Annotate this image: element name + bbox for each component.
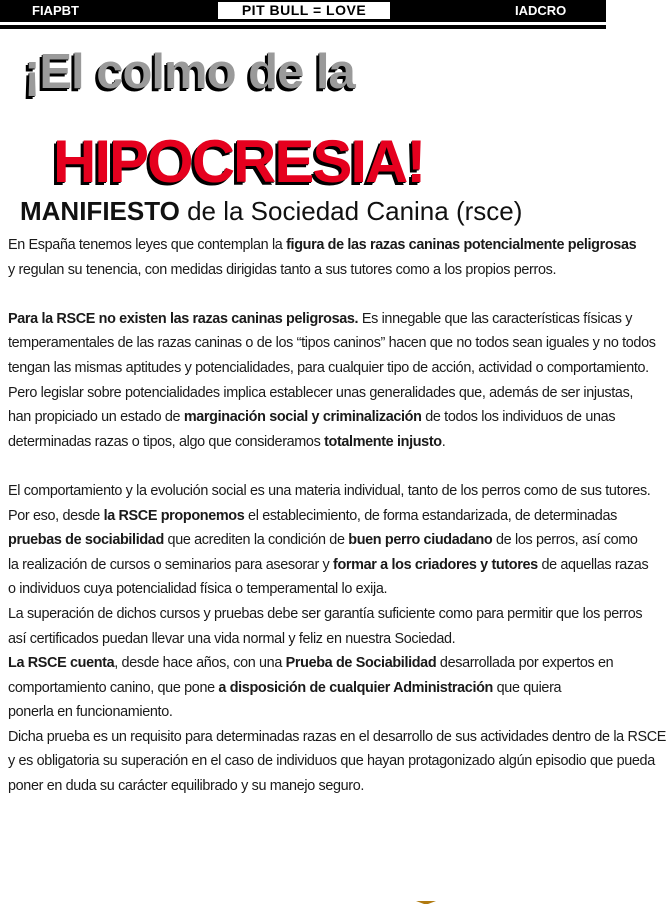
text-line bbox=[8, 577, 606, 602]
text-line bbox=[8, 504, 617, 529]
body-text: poner en duda su carácter equilibrado y su manejo seguro. bbox=[8, 778, 365, 795]
body-text: El comportamiento y la evolución social es una materia individual, tanto de los perros como de sus tutores. bbox=[8, 482, 651, 499]
manifesto-title bbox=[20, 196, 522, 227]
manifesto-title-bold: MANIFIESTO bbox=[20, 196, 180, 226]
divider-line bbox=[0, 25, 606, 29]
emphasis-text: figura de las razas caninas potencialmente peligrosas bbox=[286, 237, 637, 253]
paragraph-gap bbox=[8, 282, 606, 307]
text-line bbox=[8, 381, 634, 406]
text-line bbox=[8, 651, 614, 676]
text-line bbox=[8, 749, 655, 774]
text-line bbox=[8, 233, 637, 258]
banner-center-slogan: PIT BULL = LOVE bbox=[218, 2, 390, 19]
body-text: Por eso, desde bbox=[8, 507, 104, 524]
body-text: el establecimiento, de forma estandarizada, de determinadas bbox=[244, 507, 617, 524]
text-line bbox=[8, 479, 651, 504]
paragraph-1 bbox=[8, 233, 637, 282]
emphasis-text: la RSCE proponemos bbox=[103, 507, 245, 524]
text-line bbox=[8, 676, 606, 701]
text-line bbox=[8, 627, 606, 652]
bottom-ornament bbox=[416, 900, 436, 904]
emphasis-text: formar a los criadores y tutores bbox=[333, 556, 538, 573]
body-text: comportamiento canino, que pone bbox=[8, 679, 219, 696]
body-text: la realización de cursos o seminarios para asesorar y bbox=[8, 556, 334, 573]
body-text: Dicha prueba es un requisito para determinadas razas en el desarrollo de sus actividades dentro de la RSCE bbox=[8, 728, 666, 745]
body-text: así certificados puedan llevar una vida normal y feliz en nuestra Sociedad. bbox=[8, 630, 456, 647]
body-text: desarrollada por expertos en bbox=[436, 655, 614, 672]
emphasis-text: marginación social y criminalización bbox=[183, 409, 422, 426]
emphasis-text: Prueba de Sociabilidad bbox=[285, 655, 437, 672]
body-text: temperamentales de las razas caninas o de los “tipos caninos” hacen que no todos sean iguales y no todos bbox=[8, 335, 656, 352]
text-line bbox=[8, 700, 606, 725]
text-line bbox=[8, 405, 616, 430]
body-text: En España tenemos leyes que contemplan la bbox=[8, 237, 287, 253]
banner-right-label: IADCRO bbox=[515, 3, 567, 18]
body-text: ponerla en funcionamiento. bbox=[8, 704, 173, 721]
emphasis-text: totalmente injusto bbox=[324, 433, 442, 450]
emphasis-text: buen perro ciudadano bbox=[348, 532, 493, 549]
body-text: determinadas razas o tipos, algo que consideramos bbox=[8, 433, 325, 450]
manifesto-title-rest: de la Sociedad Canina (rsce) bbox=[179, 196, 523, 226]
body-text: . bbox=[441, 433, 446, 450]
text-line bbox=[8, 774, 606, 799]
body-text: han propiciado un estado de bbox=[8, 409, 184, 426]
body-text: La superación de dichos cursos y pruebas debe ser garantía suficiente como para permitir que los perros bbox=[8, 605, 643, 622]
text-line bbox=[8, 725, 666, 750]
body-text: de aquellas razas bbox=[537, 556, 649, 573]
paragraph-gap bbox=[8, 454, 606, 479]
text-line bbox=[8, 356, 649, 381]
text-line bbox=[8, 331, 656, 356]
body-text: que acrediten la condición de bbox=[163, 532, 349, 549]
emphasis-text: pruebas de sociabilidad bbox=[8, 532, 164, 549]
emphasis-text: La RSCE cuenta bbox=[8, 655, 115, 672]
body-text: y regulan su tenencia, con medidas dirigidas tanto a sus tutores como a los propios perros. bbox=[8, 261, 557, 278]
headline-line-1: ¡El colmo de la bbox=[24, 45, 355, 99]
body-text: de los perros, así como bbox=[492, 532, 638, 549]
text-line bbox=[8, 528, 638, 553]
text-line bbox=[8, 430, 606, 455]
body-text: o individuos cuya potencialidad física o temperamental lo exija. bbox=[8, 581, 388, 598]
body-text: que quiera bbox=[493, 679, 562, 696]
emphasis-text: Para la RSCE no existen las razas caninas peligrosas. bbox=[8, 310, 359, 327]
banner-left-label: FIAPBT bbox=[32, 3, 79, 18]
top-banner bbox=[0, 0, 606, 22]
text-line bbox=[8, 602, 643, 627]
body-text: Es innegable que las características físicas y bbox=[358, 310, 633, 327]
manifesto-body bbox=[8, 233, 666, 799]
emphasis-text: a disposición de cualquier Administración bbox=[218, 679, 493, 696]
text-line bbox=[8, 553, 649, 578]
text-line bbox=[8, 307, 633, 332]
body-text: , desde hace años, con una bbox=[114, 655, 286, 672]
body-text: tengan las mismas aptitudes y potencialidades, para cualquier tipo de acción, actividad o comportamiento. bbox=[8, 359, 649, 376]
paragraph-3 bbox=[8, 479, 666, 799]
text-line bbox=[8, 258, 606, 283]
headline-line-2: HIPOCRESIA! bbox=[53, 128, 425, 195]
body-text: Pero legislar sobre potencialidades implica establecer unas generalidades que, además de ser injustas, bbox=[8, 384, 634, 401]
body-text: y es obligatoria su superación en el caso de individuos que hayan protagonizado algún episodio que pueda bbox=[8, 753, 655, 770]
body-text: de todos los individuos de unas bbox=[421, 409, 616, 426]
paragraph-2 bbox=[8, 307, 656, 455]
